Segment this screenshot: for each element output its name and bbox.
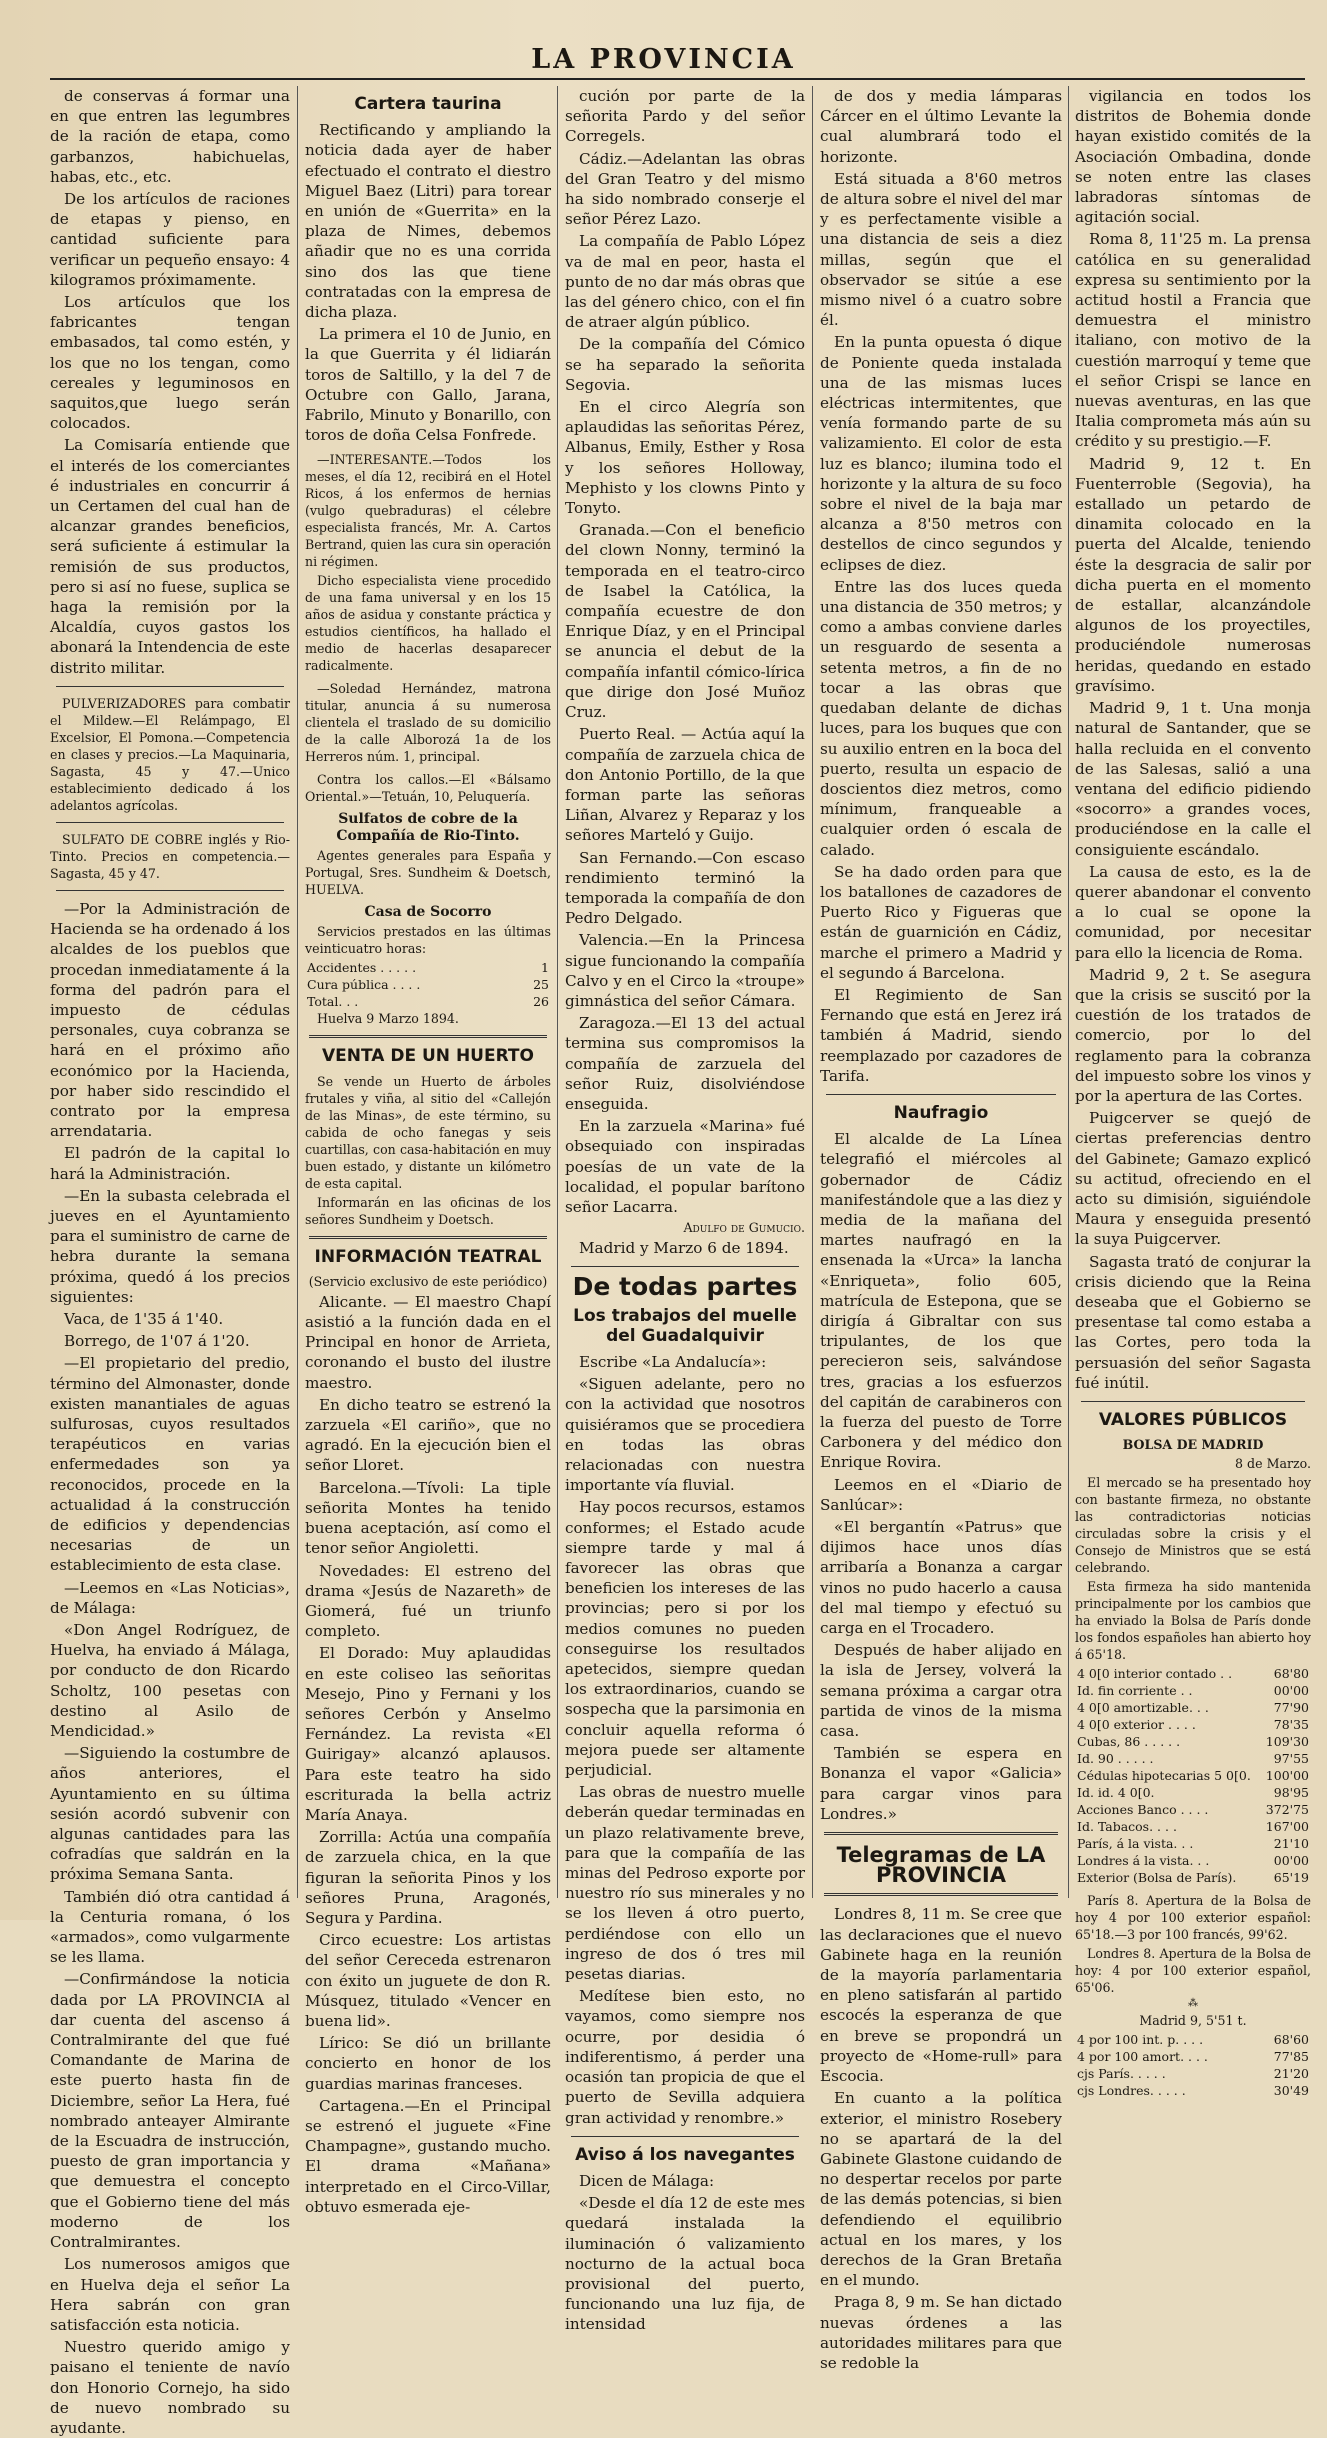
paragraph: La causa de esto, es la de querer abandonar el convento a lo cual se opone la comunidad, por necesitar para ello la licencia de Roma. bbox=[1075, 862, 1311, 962]
paragraph: También se espera en Bonanza el vapor «Galicia» para cargar vinos para Londres.» bbox=[820, 1744, 1062, 1823]
table-row bbox=[305, 993, 551, 1010]
paragraph: Leemos en el «Diario de Sanlúcar»: bbox=[820, 1475, 1062, 1514]
paragraph: En la punta opuesta ó dique de Poniente queda instalada una de las mismas luces eléctricas intermitentes, que venía formando parte de su valizamiento. El color de esta luz es blanco; ilumina todo el horizonte y la altura de su foco sobre el nivel de la baja mar alcanza a 8'50 metros con destellos de cinco segundos y eclipses de diez. bbox=[820, 333, 1062, 574]
quote-value: 1 bbox=[541, 960, 549, 976]
socorro-title: Casa de Socorro bbox=[364, 904, 492, 921]
column-divider bbox=[1068, 86, 1069, 1898]
quote-value: 372'75 bbox=[1265, 1802, 1309, 1818]
quote-value: 26 bbox=[533, 994, 549, 1010]
quote-value: 00'00 bbox=[1273, 1853, 1309, 1869]
quote-label: Cubas, 86 . . . . . bbox=[1077, 1734, 1181, 1750]
quote-value: 21'10 bbox=[1273, 1836, 1309, 1852]
paragraph: Praga 8, 9 m. Se han dictado nuevas órdenes a las autoridades militares para que se redoble la bbox=[820, 2293, 1062, 2372]
paragraph: Después de haber alijado en la isla de Jersey, volverá la semana próxima a cargar otra partida de vinos de la misma casa. bbox=[820, 1641, 1062, 1741]
quote-label: 4 0[0 amortizable. . . bbox=[1077, 1700, 1209, 1716]
paragraph: Madrid 9, 1 t. Una monja natural de Santander, que se halla recluida en el convento de las Salesas, salió a una ventana del edificio pidiendo «socorro» a grandes voces, produciéndose en la calle el consiguiente escándalo. bbox=[1075, 699, 1311, 859]
quote-value: 98'95 bbox=[1273, 1785, 1309, 1801]
column-5 bbox=[1075, 86, 1311, 2099]
ad-matrona bbox=[305, 680, 551, 765]
quote-value: 65'19 bbox=[1273, 1870, 1309, 1886]
article-aviso bbox=[565, 2171, 805, 2335]
paragraph: «El bergantín «Patrus» que dijimos hace unos días arribaría a Bonanza a cargar vinos no pudo hacerlo a causa del mal tiempo y efectuó su carga en el Trocadero. bbox=[820, 1518, 1062, 1638]
section-title: Cartera taurina bbox=[354, 94, 502, 114]
quote-label: Id. 90 . . . . . bbox=[1077, 1751, 1154, 1767]
article-title: Aviso á los navegantes bbox=[575, 2144, 795, 2165]
quote-value: 78'35 bbox=[1273, 1717, 1309, 1733]
divider bbox=[571, 2136, 799, 2137]
divider bbox=[1081, 1401, 1305, 1402]
quote-value: 68'60 bbox=[1273, 2032, 1309, 2048]
paragraph: Medítese bien esto, no vayamos, como siempre nos ocurre, por desidia ó indiferentismo, á perder una ocasión tan propicia de que el puerto de Sevilla adquiera gran actividad y renombre.» bbox=[565, 1987, 805, 2127]
paragraph: Cartagena.—En el Principal se estrenó el juguete «Fine Champagne», gustando mucho. El drama «Mañana» interpretado en el Circo-Villar, obtuvo esmerada eje- bbox=[305, 2096, 551, 2216]
paragraph: Borrego, de 1'07 á 1'20. bbox=[64, 1332, 250, 1351]
table-row bbox=[1075, 2082, 1311, 2099]
paragraph: Se vende un Huerto de árboles frutales y viña, al sitio del «Callejón de las Minas», de este término, su cabida de ocho fanegas y seis cuartillas, con casa-habitación en muy buen estado, y distante un kilómetro de esta capital. bbox=[305, 1073, 551, 1191]
paragraph: —Confirmándose la noticia dada por LA PROVINCIA al dar cuenta del ascenso á Contralmirante del que fué Comandante de Marina de este puerto hasta fin de Diciembre, señor La Hera, fué nombrado anteayer Almirante de la Escuadra de instrucción, puesto de gran importancia y que demuestra el concepto que el Gobierno tiene del más moderno de los Contralmirantes. bbox=[50, 1970, 290, 2252]
article-aviso-cont bbox=[820, 86, 1062, 1086]
paragraph: La Comisaría entiende que el interés de los comerciantes é industriales en concurrir á un Certamen del cual han de alcanzar grandes beneficios, será suficiente á estimular la remisión de sus productos, pero si así no fuese, suplica se haga la remisión por la Alcaldía, cuyos gastos los abonará la Intendencia de este distrito militar. bbox=[50, 436, 290, 677]
quote-label: 4 0[0 interior contado . . bbox=[1077, 1666, 1233, 1682]
table-row bbox=[1075, 1750, 1311, 1767]
bolsa-date: 8 de Marzo. bbox=[1235, 1456, 1311, 1472]
paragraph: Rectificando y ampliando la noticia dada ayer de haber efectuado el contrato el diestro Miguel Baez (Litri) para torear en unión de «Guerrita» en la plaza de Nimes, debemos añadir que no es una corrida sino dos las que tiene contratadas con la empresa de dicha plaza. bbox=[305, 121, 551, 322]
masthead-rule bbox=[50, 78, 1305, 80]
article-teatral bbox=[305, 1292, 551, 2217]
paragraph: Zaragoza.—El 13 del actual termina sus compromisos la compañía de zarzuela del señor Ruiz, disolviéndose enseguida. bbox=[565, 1014, 805, 1113]
divider bbox=[824, 1893, 1058, 1896]
quote-label: Londres á la vista. . . bbox=[1077, 1853, 1210, 1869]
quote-label: cjs París. . . . . bbox=[1077, 2066, 1166, 2082]
bolsa-intro bbox=[1075, 1474, 1311, 1663]
table-row bbox=[305, 976, 551, 993]
table-row bbox=[1075, 1784, 1311, 1801]
ad-sulfato bbox=[50, 831, 290, 882]
quote-label: Acciones Banco . . . . bbox=[1077, 1802, 1209, 1818]
table-row bbox=[1075, 1733, 1311, 1750]
paragraph: En el circo Alegría son aplaudidas las señoritas Pérez, Albanus, Emily, Esther y Rosa y los señores Holloway, Mephisto y los clowns Pinto y Tonyto. bbox=[565, 398, 805, 518]
quote-value: 77'85 bbox=[1273, 2049, 1309, 2065]
paragraph: Circo ecuestre: Los artistas del señor Cereceda estrenaron con éxito un juguete de don R. Músquez, titulado «Vencer en buena lid». bbox=[305, 1931, 551, 2030]
divider bbox=[56, 686, 284, 687]
socorro-table bbox=[305, 959, 551, 1010]
paragraph: El mercado se ha presentado hoy con bastante firmeza, no obstante las contradictorias noticias circuladas sobre la crisis y el Consejo de Ministros que se está celebrando. bbox=[1075, 1475, 1311, 1576]
paragraph: Dicen de Málaga: bbox=[579, 2171, 715, 2190]
quote-label: Id. fin corriente . . bbox=[1077, 1683, 1193, 1699]
paragraph: Escribe «La Andalucía»: bbox=[579, 1352, 767, 1371]
bolsa-title: BOLSA DE MADRID bbox=[1122, 1437, 1264, 1453]
paragraph: El Regimiento de San Fernando que está en Jerez irá también á Madrid, siendo reemplazado por cazadores de Tarifa. bbox=[820, 985, 1062, 1085]
paragraph: Dicho especialista viene procedido de una fama universal y en los 15 años de asidua y constante práctica y estudios científicos, ha hallado el medio de hacerlas desaparecer radicalmente. bbox=[305, 573, 551, 674]
paragraph: —Leemos en «Las Noticias», de Málaga: bbox=[50, 1578, 290, 1617]
quote-value: 25 bbox=[533, 977, 549, 993]
paragraph: Sagasta trató de conjurar la crisis diciendo que la Reina deseaba que el Gobierno se presentase tal como estaba a las Cortes, pero toda la persuasión del señor Sagasta fué inútil. bbox=[1075, 1252, 1311, 1392]
quote-value: 21'20 bbox=[1273, 2066, 1309, 2082]
divider bbox=[826, 1094, 1056, 1095]
table-row bbox=[1075, 2031, 1311, 2048]
table-row bbox=[1075, 1665, 1311, 1682]
ad-text: SULFATO DE COBRE inglés y Rio-Tinto. Precios en competencia.—Sagasta, 45 y 47. bbox=[50, 831, 290, 881]
paragraph: Madrid 9, 12 t. En Fuenterroble (Segovia), ha estallado un petardo de dinamita colocado en la puerta del Alcalde, teniendo éste la desgracia de salir por dicha puerta en el momento de estallar, alcanzándole algunos de los proyectiles, produciéndole numerosas heridas, quedando en estado gravísimo. bbox=[1075, 454, 1311, 695]
ad-text: PULVERIZADORES para combatir el Mildew.—El Relámpago, El Excelsior, El Pomona.—Competencia en clases y precios.—La Maquinaria, Sagasta, 45 y 47.—Unico establecimiento dedicado á los adelantos agrícolas. bbox=[50, 695, 290, 813]
table-row bbox=[1075, 1801, 1311, 1818]
divider bbox=[56, 822, 284, 823]
madrid-quotes-table bbox=[1075, 2031, 1311, 2099]
paragraph: Lírico: Se dió un brillante concierto en honor de los guardias marinas franceses. bbox=[305, 2034, 551, 2093]
divider bbox=[309, 1035, 547, 1038]
ad-interesante bbox=[305, 451, 551, 674]
masthead: LA PROVINCIA bbox=[531, 44, 796, 75]
quote-label: cjs Londres. . . . . bbox=[1077, 2083, 1186, 2099]
paragraph: De los artículos de raciones de etapas y pienso, en cantidad suficiente para verificar un pequeño ensayo: 4 kilogramos próximamente. bbox=[50, 190, 290, 289]
paragraph: —En la subasta celebrada el jueves en el Ayuntamiento para el suministro de carne de hebra durante la semana próxima, quedó á los precios siguientes: bbox=[50, 1186, 290, 1306]
paragraph: Valencia.—En la Princesa sigue funcionando la compañía Calvo y en el Circo la «troupe» gimnástica del señor Cámara. bbox=[565, 931, 805, 1010]
paragraph: Hay pocos recursos, estamos conformes; el Estado acude siempre tarde y mal á favorecer las obras que beneficien los intereses de las provincias; pero si por los medios comunes no pueden conseguirse los resultados apetecidos, siempre quedan los extraordinarios, cuando se sospecha que la parsimonia en concluir aquella reforma ó mejora puede ser altamente perjudicial. bbox=[565, 1498, 805, 1780]
table-row bbox=[305, 959, 551, 976]
paragraph: cución por parte de la señorita Pardo y del señor Corregels. bbox=[565, 87, 805, 146]
ad-text: Agentes generales para España y Portugal, Sres. Sundheim & Doetsch, HUELVA. bbox=[305, 848, 551, 898]
divider bbox=[309, 1236, 547, 1239]
article-telegramas-cont bbox=[1075, 86, 1311, 1393]
quote-value: 167'00 bbox=[1265, 1819, 1309, 1835]
paragraph: Los artículos que los fabricantes tengan embasados, tal como estén, y los que no los tengan, como cereales y leguminosos en saquitos,que luego serán colocados. bbox=[50, 293, 290, 433]
paragraph: Roma 8, 11'25 m. La prensa católica en su generalidad expresa su sentimiento por la actitud hostil a Francia que demuestra el ministro italiano, con motivo de la cuestión marroquí y teme que el señor Crispi se lance en nuevas aventuras, en las que Italia comprometa más aún su crédito y su prestigio.—F. bbox=[1075, 230, 1311, 451]
column-divider bbox=[812, 86, 813, 1898]
asterism: ⁂ bbox=[1188, 1998, 1198, 2010]
column-4 bbox=[820, 86, 1062, 2372]
ad-sulfatos bbox=[305, 811, 551, 898]
paragraph: Informarán en las oficinas de los señores Sundheim y Doetsch. bbox=[305, 1194, 551, 1227]
paragraph: En cuanto a la política exterior, el ministro Rosebery no se apartará de la del Gabinete Glastone cuidando de no despertar recelos por parte de las demás potencias, si bien defendiendo el equilibrio actual en los mares, y los derechos de la Gran Bretaña en el mundo. bbox=[820, 2089, 1062, 2290]
quotes-table bbox=[1075, 1665, 1311, 1886]
paragraph: Granada.—Con el beneficio del clown Nonny, terminó la temporada en el teatro-circo de Isabel la Católica, la compañía ecuestre de don Enrique Díaz, y en el Principal se anuncia el debut de la compañía infantil cómico-lírica que dirige don José Muñoz Cruz. bbox=[565, 521, 805, 722]
section-title: VENTA DE UN HUERTO bbox=[322, 1046, 534, 1067]
table-row bbox=[1075, 1818, 1311, 1835]
paragraph: También dió otra cantidad á la Centuria romana, ó los «armados», como vulgarmente se les llama. bbox=[50, 1887, 290, 1967]
article-teatral-cont bbox=[565, 86, 805, 1217]
quote-label: 4 por 100 amort. . . . bbox=[1077, 2049, 1208, 2065]
divider bbox=[56, 890, 284, 891]
section-title: INFORMACIÓN TEATRAL bbox=[314, 1246, 542, 1267]
quote-value: 77'90 bbox=[1273, 1700, 1309, 1716]
paragraph: de conservas á formar una en que entren las legumbres de la ración de etapa, como garbanzos, habichuelas, habas, etc., etc. bbox=[50, 87, 290, 186]
table-row bbox=[1075, 2048, 1311, 2065]
paragraph: Londres 8, 11 m. Se cree que las declaraciones que el nuevo Gabinete haga en la reunión de la mayoría parlamentaria en pleno satisfarán al partido escocés la esperanza de que en breve se propondrá un proyecto de «Home-rull» para Escocia. bbox=[820, 1905, 1062, 2086]
paragraph: San Fernando.—Con escaso rendimiento terminó la temporada la compañía de don Pedro Delgado. bbox=[565, 848, 805, 928]
paragraph: En la zarzuela «Marina» fué obsequiado con inspiradas poesías de un vate de la localidad, el popular barítono señor Lacarra. bbox=[565, 1117, 805, 1216]
paragraph: El padrón de la capital lo hará la Administración. bbox=[50, 1144, 290, 1183]
quote-label: Cédulas hipotecarias 5 0[0. bbox=[1077, 1768, 1251, 1784]
quote-label: Exterior (Bolsa de París). bbox=[1077, 1870, 1237, 1886]
paragraph: Barcelona.—Tívoli: La tiple señorita Montes ha tenido buena aceptación, así como el tenor señor Angioletti. bbox=[305, 1478, 551, 1558]
paragraph: —Siguiendo la costumbre de años anteriores, el Ayuntamiento en su última sesión acordó subvenir con algunas cantidades para las cofradías que saldrán en la próxima Semana Santa. bbox=[50, 1744, 290, 1884]
ad-title: Sulfatos de cobre de la Compañía de Rio-Tinto. bbox=[336, 811, 520, 845]
paragraph: De la compañía del Cómico se ha separado la señorita Segovia. bbox=[565, 335, 805, 394]
divider bbox=[824, 1832, 1058, 1835]
paragraph: «Desde el día 12 de este mes quedará instalada la iluminación ó valizamiento nocturno de la actual boca provisional del puerto, funcionando una luz fija, de intensidad bbox=[565, 2194, 805, 2334]
article-conservas bbox=[50, 86, 290, 678]
paragraph: El Dorado: Muy aplaudidas en este coliseo las señoritas Mesejo, Pino y Fernani y los señores Cerbón y Anselmo Fernández. La revista «El Guirigay» alcanzó aplausos. Para este teatro ha sido escriturada la bella actriz María Anaya. bbox=[305, 1644, 551, 1824]
ad-huerto bbox=[305, 1073, 551, 1228]
paragraph: Novedades: El estreno del drama «Jesús de Nazareth» de Giomerá, fué un triunfo completo. bbox=[305, 1561, 551, 1641]
paragraph: Cádiz.—Adelantan las obras del Gran Teatro y del mismo ha sido nombrado conserje el señor Pérez Lazo. bbox=[565, 149, 805, 229]
socorro-sub: Servicios prestados en las últimas veinticuatro horas: bbox=[305, 924, 551, 957]
paragraph: En dicho teatro se estrenó la zarzuela «El cariño», que no agradó. En la ejecución bien el señor Lloret. bbox=[305, 1395, 551, 1475]
table-row bbox=[1075, 1852, 1311, 1869]
section-title: Telegramas de LA PROVINCIA bbox=[836, 1843, 1046, 1888]
paragraph: Entre las dos luces queda una distancia de 350 metros; y como a ambas conviene darles un resguardo de sesenta a setenta metros, a fin de no tocar a las obras que quedaban delante de dichas luces, para los buques que con su auxilio entren en la boca del puerto, resulta un espacio de doscientos diez metros, como mínimum, franqueable a cualquier orden ó escala de calado. bbox=[820, 577, 1062, 859]
table-row bbox=[1075, 1835, 1311, 1852]
ad-pulverizadores bbox=[50, 695, 290, 814]
table-row bbox=[1075, 1682, 1311, 1699]
table-row bbox=[1075, 2065, 1311, 2082]
paragraph: La compañía de Pablo López va de mal en peor, hasta el punto de no dar más obras que las del género chico, con el fin de atraer algún público. bbox=[565, 232, 805, 332]
table-row bbox=[1075, 1699, 1311, 1716]
paragraph: Se ha dado orden para que los batallones de cazadores de Puerto Rico y Figueras que están de guarnición en Cádiz, marche el primero a Madrid y el segundo á Barcelona. bbox=[820, 862, 1062, 982]
paragraph: —El propietario del predio, término del Almonaster, donde existen manantiales de aguas sulfurosas, cuyos resultados terapéuticos en varias enfermedades son ya reconocidos, procede en la actualidad á la construcción de edificios y dependencias necesarias de un establecimiento de esta clase. bbox=[50, 1354, 290, 1575]
column-2 bbox=[305, 86, 551, 2216]
quote-label: 4 0[0 exterior . . . . bbox=[1077, 1717, 1196, 1733]
table-row bbox=[1075, 1716, 1311, 1733]
paragraph: El alcalde de La Línea telegrafió el miércoles al gobernador de Cádiz manifestándole que a las diez y media de la mañana del martes naufragó en la ensenada la «Urca» la lancha «Enriqueta», folio 605, matrícula de Estepona, que se dirigía á Gibraltar con sus tripulantes, de los que perecieron seis, salvándose tres, gracias a los esfuerzos del capitán de carabineros con la fuerza del puesto de Torre Carbonera y del médico don Enrique Rovira. bbox=[820, 1130, 1062, 1472]
quote-label: Total. . . bbox=[307, 994, 359, 1010]
quote-label: París, á la vista. . . bbox=[1077, 1836, 1194, 1852]
paragraph: La primera el 10 de Junio, en la que Guerrita y él lidiarán toros de Saltillo, y la del 7 de Octubre con Gallo, Jarana, Fabrilo, Minuto y Bonarillo, con toros de doña Celsa Fonfrede. bbox=[305, 325, 551, 445]
bolsa-foreign bbox=[1075, 1892, 1311, 1996]
divider bbox=[571, 1266, 799, 1267]
ad-text: —Soledad Hernández, matrona titular, anuncia á su numerosa clientela el traslado de su domicilio de la calle Alborozá 1a de los Herreros núm. 1, principal. bbox=[305, 681, 551, 765]
quote-value: 97'55 bbox=[1273, 1751, 1309, 1767]
paragraph: Los numerosos amigos que en Huelva deja el señor La Hera sabrán con gran satisfacción esta noticia. bbox=[50, 2255, 290, 2334]
quote-value: 68'80 bbox=[1273, 1666, 1309, 1682]
column-divider bbox=[557, 86, 558, 1898]
column-3 bbox=[565, 86, 805, 2334]
ad-callos bbox=[305, 771, 551, 805]
article-cartera bbox=[305, 120, 551, 445]
paragraph: Puigcerver se quejó de ciertas preferencias dentro del Gabinete; Gamazo explicó su actitud, ofreciendo en el acto su dimisión, siguiéndole Maura y enseguida presentó la suya Puigcerver. bbox=[1075, 1109, 1311, 1249]
paragraph: Vaca, de 1'35 á 1'40. bbox=[64, 1309, 224, 1328]
quote-value: 30'49 bbox=[1273, 2083, 1309, 2099]
paragraph: Nuestro querido amigo y paisano el teniente de navío don Honorio Cornejo, ha sido de nuevo nombrado su ayudante. bbox=[50, 2338, 290, 2437]
quote-label: Accidentes . . . . . bbox=[307, 960, 417, 976]
signature: Adulfo de Gumucio. bbox=[683, 1220, 805, 1236]
paragraph: Está situada a 8'60 metros de altura sobre el nivel del mar y es perfectamente visible a una distancia de seis a diez millas, según que el observador se sitúe a ese mismo nivel ó a cuatro sobre él. bbox=[820, 169, 1062, 330]
quote-label: Cura pública . . . . bbox=[307, 977, 421, 993]
local-news bbox=[50, 899, 290, 2438]
quote-value: 00'00 bbox=[1273, 1683, 1309, 1699]
column-1 bbox=[50, 86, 290, 2437]
article-naufragio bbox=[820, 1129, 1062, 1824]
paragraph: Esta firmeza ha sido mantenida principalmente por los cambios que ha enviado la Bolsa de París donde los fondos españoles han abierto hoy á 65'18. bbox=[1075, 1579, 1311, 1663]
article-muelle bbox=[565, 1352, 805, 2128]
socorro-date: Huelva 9 Marzo 1894. bbox=[317, 1011, 459, 1027]
paragraph: Alicante. — El maestro Chapí asistió a la función dada en el Principal en honor de Arrieta, coronando el busto del ilustre maestro. bbox=[305, 1292, 551, 1392]
article-title: Naufragio bbox=[893, 1102, 989, 1123]
article-title: Los trabajos del muelle del Guadalquivir bbox=[573, 1305, 797, 1346]
paragraph: de dos y media lámparas Cárcer en el último Levante la cual alumbrará todo el horizonte. bbox=[820, 87, 1062, 166]
section-title: VALORES PÚBLICOS bbox=[1098, 1410, 1288, 1430]
paragraph: Puerto Real. — Actúa aquí la compañía de zarzuela chica de don Antonio Portillo, de la que forman parte las señoras Liñan, Alvarez y Reparaz y los señores Marteló y Guijo. bbox=[565, 725, 805, 845]
madrid-head: Madrid 9, 5'51 t. bbox=[1139, 2013, 1247, 2029]
quote-label: Id. id. 4 0[0. bbox=[1077, 1785, 1155, 1801]
article-telegramas bbox=[820, 1904, 1062, 2373]
paragraph: «Siguen adelante, pero no con la actividad que nosotros quisiéramos que se procediera en todas las obras relacionadas con nuestra importante vía fluvial. bbox=[565, 1375, 805, 1495]
section-subtitle: (Servicio exclusivo de este periódico) bbox=[308, 1273, 548, 1289]
ad-text: Contra los callos.—El «Bálsamo Oriental.»—Tetuán, 10, Peluquería. bbox=[305, 772, 551, 805]
paragraph: Las obras de nuestro muelle deberán quedar terminadas en un plazo relativamente breve, para que la compañía de las minas del Pedroso exporte por nuestro río sus minerales y no se los lleven á otro puerto, perdiéndose con ello un ingreso de dos ó tres mil pesetas diarias. bbox=[565, 1783, 805, 1984]
table-row bbox=[1075, 1869, 1311, 1886]
paragraph: Madrid 9, 2 t. Se asegura que la crisis se suscitó por la cuestión de los tratados de comercio, por lo del reglamento para la cobranza del impuesto sobre los vinos y por la apertura de las Cortes. bbox=[1075, 965, 1311, 1105]
column-divider bbox=[297, 86, 298, 1898]
paragraph: —Por la Administración de Hacienda se ha ordenado á los alcaldes de los pueblos que procedan inmediatamente á la forma del padrón para el impuesto de cédulas personales, cuya cobranza se hará en el próximo año económico por la Hacienda, por haber sido rescindido el contrato por la empresa arrendataria. bbox=[50, 899, 290, 1141]
quote-value: 109'30 bbox=[1265, 1734, 1309, 1750]
paragraph: —INTERESANTE.—Todos los meses, el día 12, recibirá en el Hotel Ricos, á los enfermos de hernias (vulgo quebraduras) el célebre especialista francés, Mr. A. Cartos Bertrand, quien las cura sin operación ni régimen. bbox=[305, 452, 551, 570]
dateline: Madrid y Marzo 6 de 1894. bbox=[579, 1239, 789, 1258]
table-row bbox=[1075, 1767, 1311, 1784]
section-title: De todas partes bbox=[572, 1272, 798, 1302]
paragraph: Londres 8. Apertura de la Bolsa de hoy: 4 por 100 exterior español, 65'06. bbox=[1075, 1946, 1311, 1996]
paragraph: París 8. Apertura de la Bolsa de hoy 4 por 100 exterior español: 65'18.—3 por 100 francés, 99'62. bbox=[1075, 1893, 1311, 1943]
paragraph: vigilancia en todos los distritos de Bohemia donde hayan existido comités de la Asociación Ombadina, donde se noten entre las clases labradoras síntomas de agitación social. bbox=[1075, 87, 1311, 227]
paragraph: Zorrilla: Actúa una compañía de zarzuela chica, en la que figuran la señorita Pinos y los señores Pruna, Aragonés, Segura y Pardina. bbox=[305, 1828, 551, 1927]
paragraph: «Don Angel Rodríguez, de Huelva, ha enviado á Málaga, por conducto de don Ricardo Scholtz, 100 pesetas con destino al Asilo de Mendicidad.» bbox=[50, 1621, 290, 1741]
quote-label: 4 por 100 int. p. . . . bbox=[1077, 2032, 1204, 2048]
casa-socorro bbox=[305, 904, 551, 1027]
quote-value: 100'00 bbox=[1265, 1768, 1309, 1784]
quote-label: Id. Tabacos. . . . bbox=[1077, 1819, 1177, 1835]
